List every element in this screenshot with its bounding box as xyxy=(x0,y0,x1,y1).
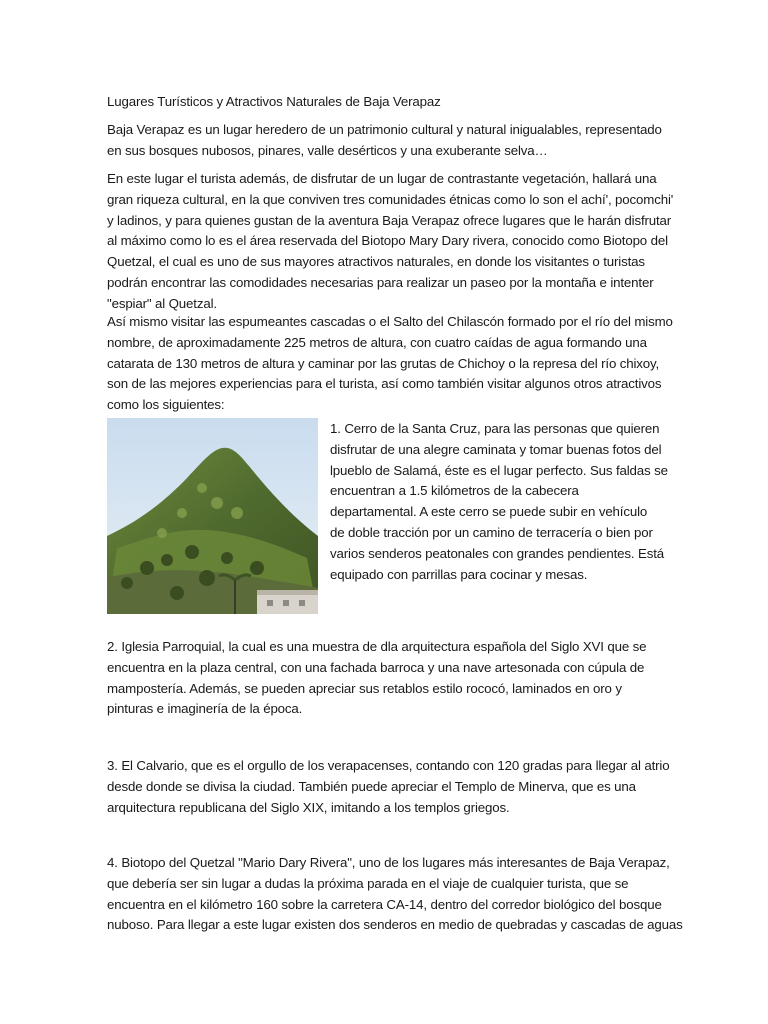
list-item-biotopo-quetzal xyxy=(107,853,683,936)
text-line: Baja Verapaz es un lugar heredero de un patrimonio cultural y natural inigualables, representado xyxy=(107,122,662,137)
text-line: y ladinos, y para quienes gustan de la aventura Baja Verapaz ofrece lugares que le harán disfrutar xyxy=(107,212,672,228)
text-line: de doble tracción por un camino de terracería o bien por xyxy=(330,524,653,540)
text-line: encuentran a 1.5 kilómetros de la cabecera xyxy=(330,483,579,499)
text-line: podrán encontrar las comodidades necesarias para realizar un paseo por la montaña e intenter xyxy=(107,274,654,290)
text-line: en sus bosques nubosos, pinares, valle desérticos y una exuberante selva… xyxy=(107,142,548,158)
text-line: equipado con parrillas para cocinar y mesas. xyxy=(330,566,588,582)
text-line: gran riqueza cultural, en la que conviven tres comunidades étnicas como lo son el achí', pocomchi' xyxy=(107,191,674,207)
text-line: "espiar" al Quetzal. xyxy=(107,295,217,311)
text-line: departamental. A este cerro se puede subir en vehículo xyxy=(330,504,648,520)
text-line: desde donde se divisa la ciudad. También puede apreciar el Templo de Minerva, que es una xyxy=(107,778,636,794)
text-line: 2. Iglesia Parroquial, la cual es una muestra de dla arquitectura española del Siglo XVI que se xyxy=(107,639,647,654)
text-line: 3. El Calvario, que es el orgullo de los verapacenses, contando con 120 gradas para llegar al atrio xyxy=(107,758,670,773)
text-line: varios senderos peatonales con grandes pendientes. Está xyxy=(330,545,665,561)
text-line: arquitectura republicana del Siglo XIX, imitando a los templos griegos. xyxy=(107,799,510,815)
attractions-paragraph xyxy=(107,312,673,416)
mountain-photo xyxy=(107,418,318,614)
text-line: nombre, de aproximadamente 225 metros de altura, con cuatro caídas de agua formando una xyxy=(107,334,647,350)
text-line: como los siguientes: xyxy=(107,397,225,413)
text-line: Quetzal, el cual es uno de sus mayores atractivos naturales, en donde los visitantes o turistas xyxy=(107,254,645,270)
text-line: disfrutar de una alegre caminata y tomar buenas fotos del xyxy=(330,441,662,457)
text-line: que debería ser sin lugar a dudas la próxima parada en el viaje de cualquier turista, que se xyxy=(107,875,629,891)
text-line: lpueblo de Salamá, éste es el lugar perfecto. Sus faldas se xyxy=(330,462,668,478)
document-title: Lugares Turísticos y Atractivos Naturales de Baja Verapaz xyxy=(107,94,441,109)
mountain-photo-icon xyxy=(107,418,318,614)
text-line: encuentra en el kilómetro 160 sobre la carretera CA-14, dentro del corredor biológico del bosque xyxy=(107,896,662,912)
text-line: son de las mejores experiencias para el turista, así como también visitar algunos otros atractivos xyxy=(107,376,662,392)
text-line: al máximo como lo es el área reservada del Biotopo Mary Dary rivera, conocido como Biotopo del xyxy=(107,233,668,249)
text-line: Así mismo visitar las espumeantes cascadas o el Salto del Chilascón formado por el río del mismo xyxy=(107,314,673,329)
text-line: pinturas e imaginería de la época. xyxy=(107,701,303,717)
intro-paragraph xyxy=(107,120,663,162)
list-item-iglesia-parroquial xyxy=(107,637,663,720)
culture-paragraph xyxy=(107,169,674,315)
list-item-cerro-santa-cruz xyxy=(330,419,670,585)
text-line: En este lugar el turista además, de disfrutar de un lugar de contrastante vegetación, hallará una xyxy=(107,171,657,186)
text-line: encuentra en la plaza central, con una fachada barroca y una nave artesonada con cúpula de xyxy=(107,659,645,675)
text-line: nuboso. Para llegar a este lugar existen dos senderos en medio de quebradas y cascadas de aguas xyxy=(107,917,683,933)
list-item-el-calvario xyxy=(107,756,670,818)
text-line: 4. Biotopo del Quetzal "Mario Dary Rivera", uno de los lugares más interesantes de Baja Verapaz, xyxy=(107,855,670,870)
text-line: mampostería. Además, se pueden apreciar sus retablos estilo rococó, laminados en oro y xyxy=(107,680,622,696)
text-line: catarata de 130 metros de altura y caminar por las grutas de Chichoy o la represa del río chixoy, xyxy=(107,355,660,371)
text-line: 1. Cerro de la Santa Cruz, para las personas que quieren xyxy=(330,421,660,436)
